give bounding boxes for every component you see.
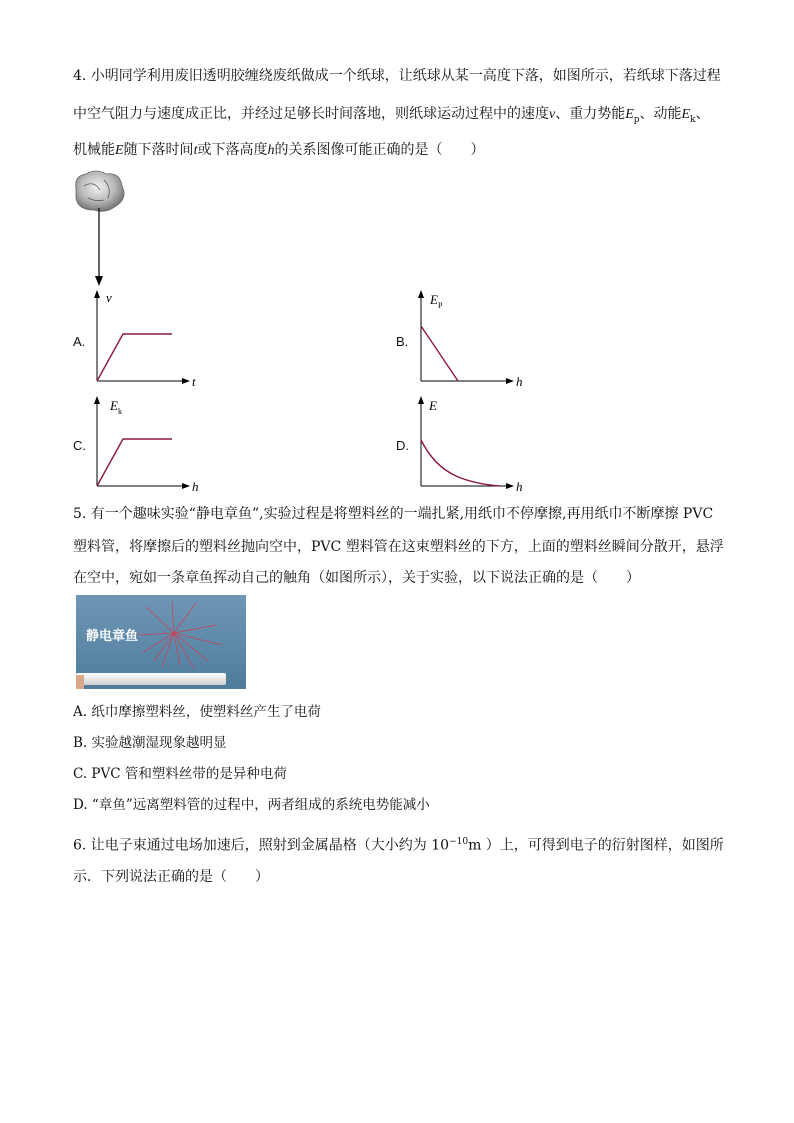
paper-ball xyxy=(76,171,124,211)
graph-b-x-arrow xyxy=(506,378,514,384)
photo-caption: 静电章鱼 xyxy=(86,629,139,644)
graph-c-curve xyxy=(97,439,172,486)
q4-line-1: 4. 小明同学利用废旧透明胶缠绕废纸做成一个纸球，让纸球从某一高度下落，如图所示，若纸球下落过程 xyxy=(73,68,721,84)
graph-a-x-label: t xyxy=(192,374,196,389)
q5-option-c: C. PVC 管和塑料丝带的是异种电荷 xyxy=(73,766,287,782)
graph-c xyxy=(88,394,208,498)
graph-c-label: C. xyxy=(73,438,86,453)
q4-line-2: 中空气阻力与速度成正比，并经过足够长时间落地，则纸球运动过程中的速度v、重力势能$E_p$、动能$E_k$、 xyxy=(73,106,710,125)
graph-a-y-arrow xyxy=(94,290,100,298)
graph-d-y-label: E xyxy=(429,398,437,413)
graph-c-x-label: h xyxy=(192,479,199,494)
graph-b-x-label: h xyxy=(516,374,523,389)
graph-d-y-arrow xyxy=(418,396,424,404)
q5-option-b: B. 实验越潮湿现象越明显 xyxy=(73,735,227,751)
q5-line-1: 5. 有一个趣味实验“静电章鱼”,实验过程是将塑料丝的一端扎紧,用纸巾不停摩擦,再用纸巾不断摩擦 PVC xyxy=(73,506,714,522)
graph-b-y-label: $E_P$ xyxy=(430,292,443,310)
graph-d-curve xyxy=(421,440,500,486)
hand xyxy=(76,675,84,689)
graph-c-x-arrow xyxy=(182,483,190,489)
q5-line-2: 塑料管，将摩擦后的塑料丝抛向空中，PVC 塑料管在这束塑料丝的下方，上面的塑料丝瞬间分散开，悬浮 xyxy=(73,539,724,555)
fall-arrow-head xyxy=(95,276,103,286)
pvc-pipe xyxy=(76,673,226,685)
graph-d-x-label: h xyxy=(516,479,523,494)
paper-ball-figure xyxy=(70,168,130,288)
graph-c-y-label: $E_k$ xyxy=(110,398,122,416)
graph-d-x-arrow xyxy=(506,483,514,489)
q6-line-1: 6. 让电子束通过电场加速后，照射到金属晶格（大小约为 $10^{-10}m$ ）上，可得到电子的衍射图样，如图所 xyxy=(73,837,724,854)
graph-a-y-label: v xyxy=(106,290,112,305)
q5-option-d: D. “章鱼”远离塑料管的过程中，两者组成的系统电势能减小 xyxy=(73,797,430,813)
graph-c-y-arrow xyxy=(94,396,100,404)
q4-line-3: 机械能E随下落时间t或下落高度h的关系图像可能正确的是（ ） xyxy=(73,142,485,158)
q5-line-3: 在空中，宛如一条章鱼挥动自己的触角（如图所示），关于实验，以下说法正确的是（ ） xyxy=(73,570,640,586)
graph-a xyxy=(88,288,208,392)
q5-option-a: A. 纸巾摩擦塑料丝，使塑料丝产生了电荷 xyxy=(73,704,321,720)
graph-b-label: B. xyxy=(396,334,409,349)
graph-b-y-arrow xyxy=(418,290,424,298)
graph-b-curve xyxy=(421,326,458,381)
graph-d xyxy=(412,394,532,498)
graph-d-label: D. xyxy=(396,438,409,453)
graph-a-x-arrow xyxy=(182,378,190,384)
static-octopus-photo xyxy=(76,595,246,689)
graph-b xyxy=(412,288,532,392)
q6-line-2: 示．下列说法正确的是（ ） xyxy=(73,869,269,885)
graph-a-label: A. xyxy=(73,334,86,349)
graph-a-curve xyxy=(97,334,172,381)
